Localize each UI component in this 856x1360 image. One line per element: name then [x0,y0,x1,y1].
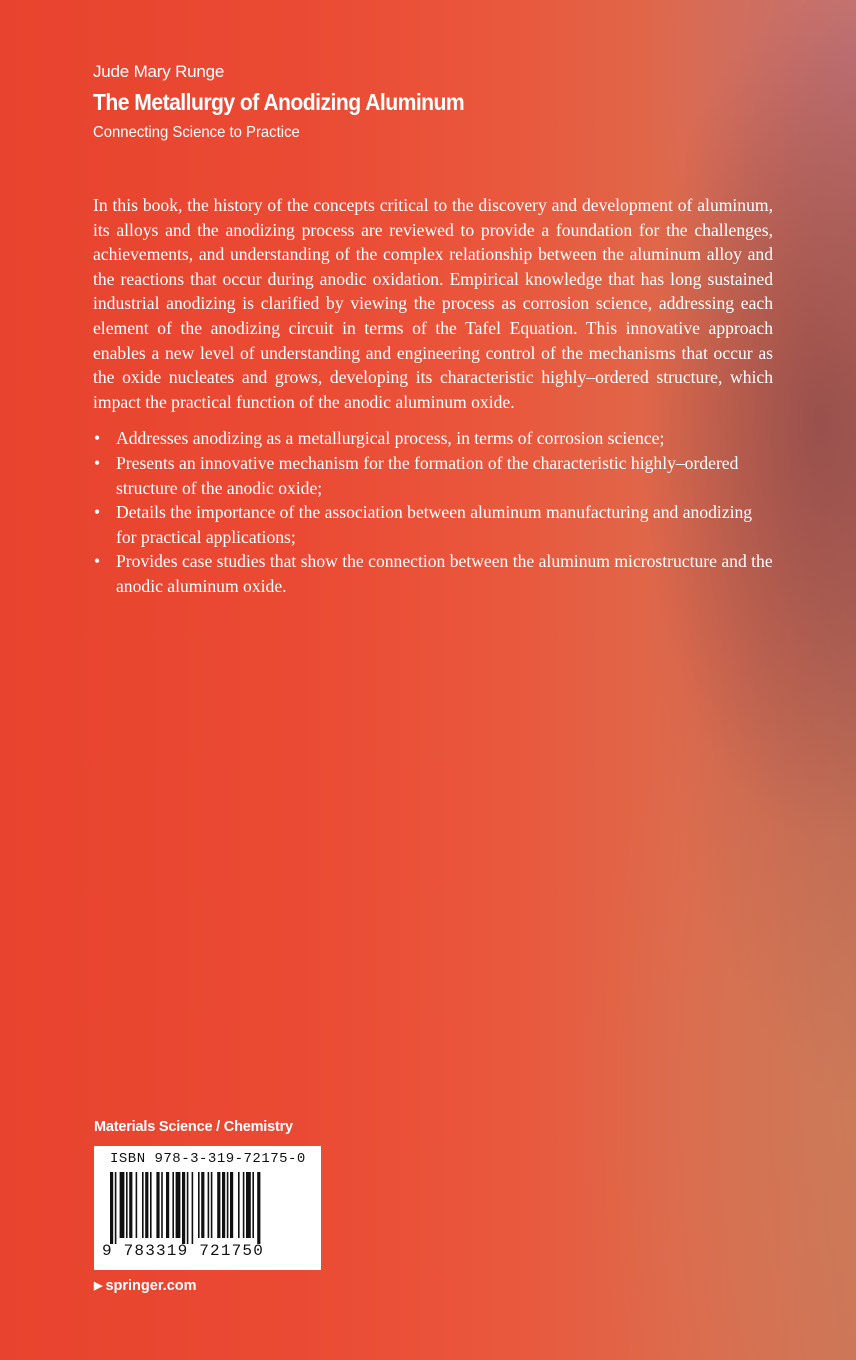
barcode-bar [211,1172,213,1238]
barcode-bar [198,1172,200,1238]
back-cover-body [93,193,773,599]
barcode-bar [166,1172,169,1238]
book-description: In this book, the history of the concepts critical to the discovery and development of aluminum, its alloys and the anodizing process are reviewed to provide a foundation for the challenges, achievements, and understanding of the complex relationship between the aluminum alloy and the reactions that occur during anodic oxidation. Empirical knowledge that has long sustained industrial anodizing is clarified by viewing the process as corrosion science, addressing each element of the anodizing circuit in terms of the Tafel Equation. This innovative approach enables a new level of understanding and engineering control of the mechanisms that occur as the oxide nucleates and grows, developing its characteristic highly–ordered structure, which impact the practical function of the anodic aluminum oxide. [93,195,773,412]
barcode-bar [129,1172,132,1238]
isbn-barcode [94,1146,321,1270]
barcode-bar [257,1172,260,1244]
arrow-right-icon: ▶ [94,1280,103,1292]
feature-text: Details the importance of the association between aluminum manufacturing and anodizing for practical applications; [116,502,753,547]
feature-list [93,426,773,598]
barcode-bar [142,1172,144,1238]
barcode-bar [110,1172,113,1244]
barcode-bar [227,1172,229,1238]
barcode-bar [192,1172,194,1244]
barcode-bar [243,1172,245,1238]
feature-item [93,549,773,598]
barcode-bar [187,1172,189,1244]
barcode-bar [161,1172,163,1238]
bullet-icon: • [94,428,101,449]
barcode-bar [176,1172,181,1238]
subject-category: Materials Science / Chemistry [94,1119,293,1135]
author-name: Jude Mary Runge [93,62,225,81]
website-text: springer.com [105,1278,197,1294]
barcode-bar [208,1172,210,1238]
barcode-bar [172,1172,174,1238]
feature-item [93,451,773,500]
feature-text: Provides case studies that show the connection between the aluminum microstructure and the anodic aluminum oxide. [116,551,773,596]
barcode-bar [136,1172,138,1238]
barcode-bar [217,1172,220,1238]
barcode-bar [252,1172,254,1238]
barcode-bar [150,1172,152,1238]
barcode-bar [120,1172,125,1238]
cover-header [93,62,496,142]
barcode-bar [246,1172,251,1238]
barcode-bar [230,1172,233,1238]
feature-text: Addresses anodizing as a metallurgical process, in terms of corrosion science; [116,428,665,449]
isbn-label: ISBN 978-3-319-72175-0 [110,1151,306,1167]
barcode-bar [145,1172,148,1238]
barcode-bar [156,1172,159,1238]
bullet-icon: • [94,502,101,523]
barcode-bar [115,1172,117,1244]
barcode-bar [238,1172,240,1238]
barcode-digits: 9 783319 721750 [102,1242,265,1260]
book-title: The Metallurgy of Anodizing Aluminum [93,89,465,115]
barcode-icon [110,1172,305,1244]
barcode-bar [126,1172,128,1238]
bullet-icon: • [94,551,101,572]
feature-item [93,426,773,451]
barcode-bar [201,1172,204,1238]
publisher-website[interactable] [94,1278,197,1294]
feature-text: Presents an innovative mechanism for the formation of the characteristic highly–ordered structure of the anodic oxide; [116,452,739,498]
feature-item [93,500,773,549]
barcode-bar [222,1172,225,1238]
bullet-icon: • [94,452,101,473]
book-subtitle: Connecting Science to Practice [93,124,300,141]
barcode-bar [182,1172,185,1244]
